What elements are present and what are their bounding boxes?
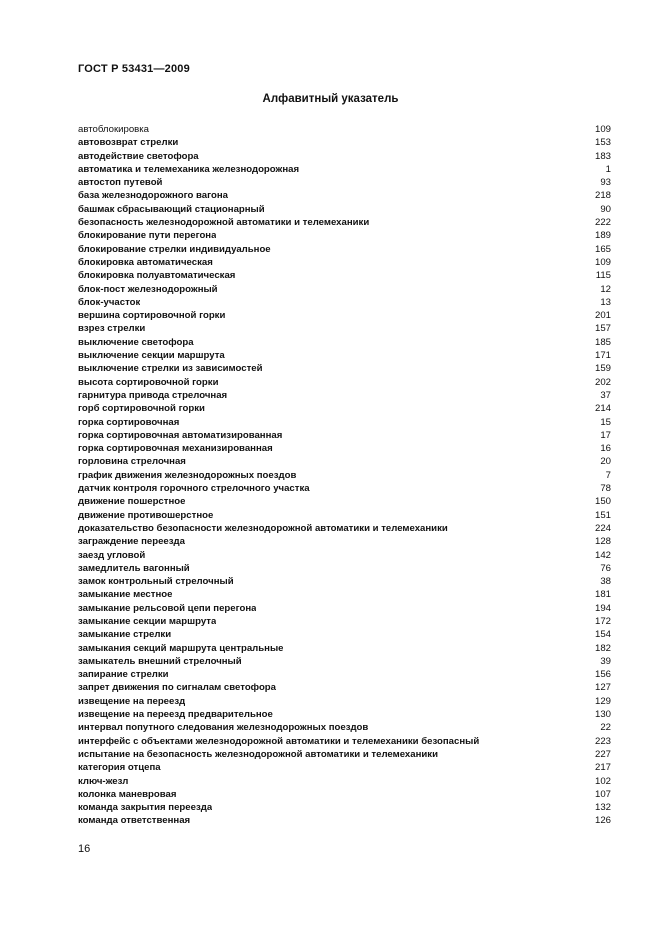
index-page-ref: 107 <box>594 788 611 800</box>
index-term: испытание на безопасность железнодорожной автоматики и телемеханики <box>78 748 438 760</box>
index-entry <box>78 469 611 482</box>
index-page-ref: 7 <box>605 469 611 481</box>
index-page-ref: 39 <box>600 655 611 667</box>
index-term: колонка маневровая <box>78 788 177 800</box>
index-entry <box>78 176 611 189</box>
index-page-ref: 90 <box>600 203 611 215</box>
index-term: горловина стрелочная <box>78 456 186 468</box>
index-term: замыкатель внешний стрелочный <box>78 655 242 667</box>
index-page-ref: 194 <box>594 602 611 614</box>
index-entry <box>78 256 611 269</box>
index-page-ref: 76 <box>600 562 611 574</box>
index-entry <box>78 150 611 163</box>
index-entry <box>78 562 611 575</box>
index-term: ключ-жезл <box>78 775 129 787</box>
index-term: интервал попутного следования железнодорожных поездов <box>78 722 369 734</box>
index-entry <box>78 655 611 668</box>
index-term: движение пошерстное <box>78 496 186 508</box>
index-term: замыкание секции маршрута <box>78 615 217 627</box>
index-entry <box>78 136 611 149</box>
index-term: автовозврат стрелки <box>78 137 179 149</box>
index-page-ref: 109 <box>594 256 611 268</box>
index-entry <box>78 615 611 628</box>
index-entry <box>78 748 611 761</box>
index-entry <box>78 642 611 655</box>
index-entry <box>78 522 611 535</box>
index-entry <box>78 549 611 562</box>
index-page-ref: 15 <box>600 416 611 428</box>
index-term: автоматика и телемеханика железнодорожная <box>78 163 300 175</box>
index-entry <box>78 376 611 389</box>
index-entry <box>78 668 611 681</box>
index-page-ref: 189 <box>594 230 611 242</box>
index-page-ref: 142 <box>594 549 611 561</box>
index-page-ref: 132 <box>594 802 611 814</box>
index-entry <box>78 229 611 242</box>
index-entry <box>78 455 611 468</box>
index-term: горка сортировочная автоматизированная <box>78 429 283 441</box>
index-page-ref: 17 <box>600 429 611 441</box>
index-entry <box>78 429 611 442</box>
index-entry <box>78 681 611 694</box>
index-page-ref: 126 <box>594 815 611 827</box>
document-code: ГОСТ Р 53431—2009 <box>78 63 190 75</box>
index-page-ref: 182 <box>594 642 611 654</box>
index-page-ref: 109 <box>594 124 611 135</box>
index-term: выключение стрелки из зависимостей <box>78 363 263 375</box>
index-term: запрет движения по сигналам светофора <box>78 682 277 694</box>
index-page-ref: 165 <box>594 243 611 255</box>
index-page-ref: 38 <box>600 576 611 588</box>
index-entry <box>78 309 611 322</box>
index-page-ref: 156 <box>594 669 611 681</box>
index-entry <box>78 203 611 216</box>
index-entry <box>78 814 611 827</box>
index-entry <box>78 402 611 415</box>
index-term: выключение секции маршрута <box>78 350 225 362</box>
index-page-ref: 172 <box>594 615 611 627</box>
index-term: замок контрольный стрелочный <box>78 576 234 588</box>
index-term: замыкание местное <box>78 589 173 601</box>
index-entry <box>78 389 611 402</box>
index-entry <box>78 535 611 548</box>
index-entry <box>78 588 611 601</box>
index-entry <box>78 362 611 375</box>
index-entry <box>78 788 611 801</box>
index-page-ref: 150 <box>594 496 611 508</box>
index-entry <box>78 322 611 335</box>
index-term: команда ответственная <box>78 815 191 827</box>
index-page-ref: 115 <box>595 270 611 282</box>
index-page-ref: 157 <box>594 323 611 335</box>
index-term: замыкание стрелки <box>78 629 172 641</box>
index-entry <box>78 216 611 229</box>
index-entry <box>78 695 611 708</box>
index-page-ref: 127 <box>594 682 611 694</box>
index-title: Алфавитный указатель <box>262 93 399 105</box>
index-entry <box>78 801 611 814</box>
index-term: автоблокировка <box>78 124 150 135</box>
index-page-ref: 183 <box>594 150 611 162</box>
index-entry <box>78 243 611 256</box>
index-term: заезд угловой <box>78 549 146 561</box>
index-entry <box>78 416 611 429</box>
index-term: гарнитура привода стрелочная <box>78 389 228 401</box>
index-term: высота сортировочной горки <box>78 376 219 388</box>
index-term: замедлитель вагонный <box>78 562 190 574</box>
index-page-ref: 171 <box>594 350 611 362</box>
index-page-ref: 22 <box>600 722 611 734</box>
index-entry <box>78 296 611 309</box>
index-term: извещение на переезд <box>78 695 186 707</box>
index-entry <box>78 775 611 788</box>
index-term: график движения железнодорожных поездов <box>78 469 297 481</box>
index-entry <box>78 721 611 734</box>
index-term: блокировка автоматическая <box>78 256 213 268</box>
index-page-ref: 227 <box>594 748 611 760</box>
index-page-ref: 93 <box>600 177 611 189</box>
index-term: горка сортировочная <box>78 416 180 428</box>
index-entry <box>78 336 611 349</box>
index-page-ref: 128 <box>594 536 611 548</box>
index-page-ref: 214 <box>594 403 611 415</box>
index-page-ref: 224 <box>594 522 611 534</box>
index-page-ref: 20 <box>600 456 611 468</box>
index-term: блокировка полуавтоматическая <box>78 270 236 282</box>
index-term: команда закрытия переезда <box>78 802 213 814</box>
index-term: категория отцепа <box>78 762 161 774</box>
index-term: блокирование пути перегона <box>78 230 217 242</box>
index-term: взрез стрелки <box>78 323 146 335</box>
index-term: горб сортировочной горки <box>78 403 205 415</box>
index-entry <box>78 442 611 455</box>
index-term: блок-участок <box>78 296 141 308</box>
index-page-ref: 185 <box>594 336 611 348</box>
index-page-ref: 16 <box>600 443 611 455</box>
index-term: башмак сбрасывающий стационарный <box>78 203 265 215</box>
index-page-ref: 102 <box>594 775 611 787</box>
index-term: вершина сортировочной горки <box>78 310 226 322</box>
index-entry <box>78 628 611 641</box>
index-entry <box>78 482 611 495</box>
index-page-ref: 13 <box>600 296 611 308</box>
index-page-ref: 181 <box>594 589 611 601</box>
index-term: интерфейс с объектами железнодорожной автоматики и телемеханики безопасный <box>78 735 480 747</box>
index-term: база железнодорожного вагона <box>78 190 228 202</box>
index-term: автостоп путевой <box>78 177 163 189</box>
index-term: горка сортировочная механизированная <box>78 443 273 455</box>
index-page-ref: 159 <box>594 363 611 375</box>
index-page-ref: 202 <box>594 376 611 388</box>
index-page-ref: 37 <box>600 389 611 401</box>
index-entry <box>78 509 611 522</box>
index-term: автодействие светофора <box>78 150 199 162</box>
index-term: движение противошерстное <box>78 509 214 521</box>
index-entry <box>78 163 611 176</box>
index-entry <box>78 189 611 202</box>
index-entry <box>78 735 611 748</box>
index-term: блокирование стрелки индивидуальное <box>78 243 271 255</box>
index-page-ref: 154 <box>594 629 611 641</box>
index-entry <box>78 269 611 282</box>
index-page-ref: 153 <box>594 137 611 149</box>
index-entry <box>78 761 611 774</box>
index-term: доказательство безопасности железнодорожной автоматики и телемеханики <box>78 522 448 534</box>
index-entry <box>78 123 611 136</box>
index-term: выключение светофора <box>78 336 194 348</box>
index-entry <box>78 349 611 362</box>
index-term: блок-пост железнодорожный <box>78 283 218 295</box>
index-entry <box>78 708 611 721</box>
index-page-ref: 218 <box>594 190 611 202</box>
index-page-ref: 201 <box>594 310 611 322</box>
index-page-ref: 151 <box>594 509 611 521</box>
index-page-ref: 78 <box>600 483 611 495</box>
index-term: безопасность железнодорожной автоматики и телемеханики <box>78 217 370 229</box>
index-page-ref: 130 <box>594 709 611 721</box>
index-term: замыкание рельсовой цепи перегона <box>78 602 257 614</box>
alphabetical-index-list <box>78 123 611 828</box>
index-entry <box>78 283 611 296</box>
index-page-ref: 217 <box>594 762 611 774</box>
index-term: датчик контроля горочного стрелочного участка <box>78 483 310 495</box>
index-term: извещение на переезд предварительное <box>78 709 273 721</box>
index-entry <box>78 602 611 615</box>
index-entry <box>78 495 611 508</box>
index-page-ref: 129 <box>594 695 611 707</box>
index-page-ref: 12 <box>600 283 611 295</box>
index-term: запирание стрелки <box>78 669 169 681</box>
index-page-ref: 1 <box>605 163 611 175</box>
index-page-ref: 223 <box>594 735 611 747</box>
page-number: 16 <box>78 843 91 855</box>
index-term: замыкания секций маршрута центральные <box>78 642 284 654</box>
index-page-ref: 222 <box>594 217 611 229</box>
index-term: заграждение переезда <box>78 536 185 548</box>
index-entry <box>78 575 611 588</box>
